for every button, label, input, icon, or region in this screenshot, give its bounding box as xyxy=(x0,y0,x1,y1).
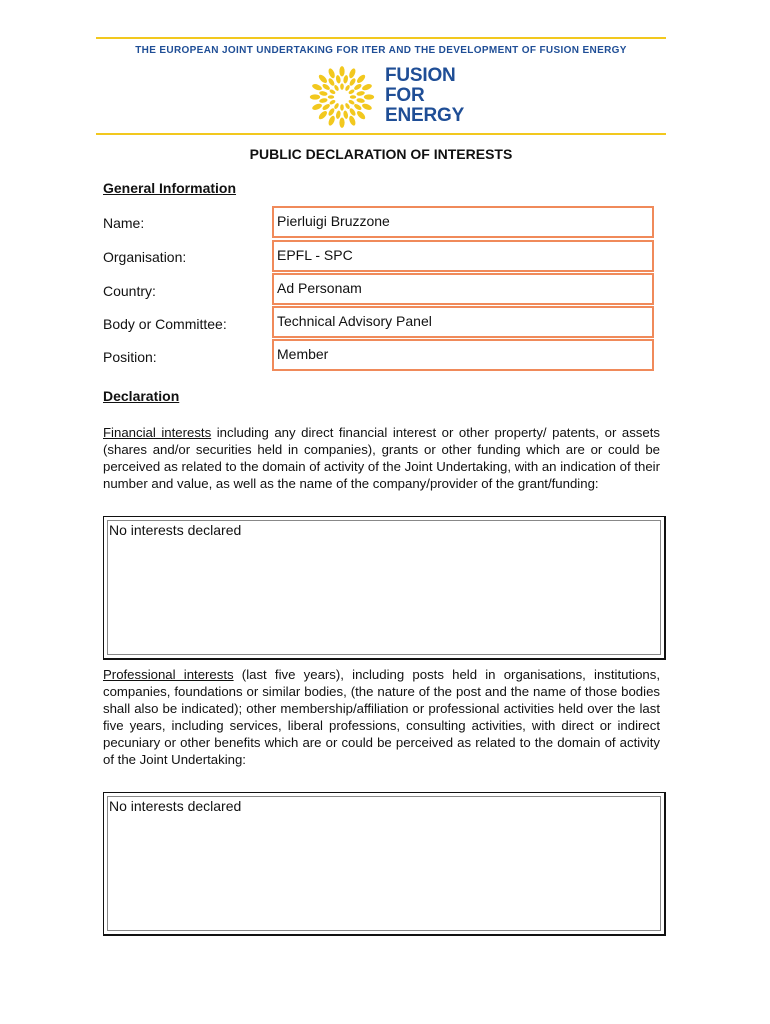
body-or-committee-label: Body or Committee: xyxy=(103,316,227,332)
logo-petal xyxy=(361,83,373,92)
organisation-label: Organisation: xyxy=(103,249,187,265)
country-field[interactable]: Ad Personam xyxy=(272,273,654,305)
logo-petal xyxy=(348,77,356,86)
logo-petal xyxy=(348,89,355,95)
logo-petal xyxy=(348,107,356,116)
logo-petal xyxy=(339,117,344,127)
logo-petal xyxy=(311,83,323,92)
professional-interests-answer: No interests declared xyxy=(109,798,242,814)
logo-petal xyxy=(361,102,373,111)
logo-wordmark xyxy=(385,66,464,126)
logo-petal xyxy=(353,83,362,91)
logo-petal xyxy=(340,104,344,110)
professional-interests-box-inner xyxy=(107,796,661,931)
logo-petal xyxy=(356,73,367,84)
professional-interests-text: (last five years), including posts held in organisations, institutions, companies, foundations or similar bodies, (the nature of the post and the name of those bodies shall also be indicated); other membership/affiliation or professional activities held over the last five years, including services, liberal professions, consulting activities, with direct or indirect pecuniary or other benefits which are or could be perceived as related to the domain of activity of the Joint Undertaking: xyxy=(103,667,660,767)
logo-line-2: FOR xyxy=(385,85,425,106)
logo-petal xyxy=(356,110,367,121)
professional-interests-lead: Professional interests xyxy=(103,667,234,682)
logo-petal xyxy=(348,99,355,105)
logo-line-3: ENERGY xyxy=(385,105,465,126)
professional-interests-paragraph xyxy=(103,667,660,768)
logo-petal xyxy=(319,91,328,97)
organisation-field[interactable]: EPFL - SPC xyxy=(272,240,654,272)
logo-petal xyxy=(335,110,341,119)
logo-petal xyxy=(327,115,336,127)
logo-petal xyxy=(317,73,328,84)
financial-interests-box-inner xyxy=(107,520,661,655)
header-top-rule xyxy=(96,37,666,39)
logo-petal xyxy=(319,98,328,104)
logo-petal xyxy=(350,95,356,99)
logo-petal xyxy=(343,75,349,84)
logo-petal xyxy=(329,99,336,105)
logo-petal xyxy=(353,103,362,111)
organisation-banner: THE EUROPEAN JOINT UNDERTAKING FOR ITER AND THE DEVELOPMENT OF FUSION ENERGY xyxy=(135,45,627,56)
fusion-sunburst-logo-icon xyxy=(303,64,381,130)
logo-petal xyxy=(310,94,320,99)
name-field[interactable]: Pierluigi Bruzzone xyxy=(272,206,654,238)
logo-petal xyxy=(356,91,365,97)
declaration-heading: Declaration xyxy=(103,388,180,404)
position-label: Position: xyxy=(103,349,157,365)
page-title: PUBLIC DECLARATION OF INTERESTS xyxy=(249,146,513,162)
header-bottom-rule xyxy=(96,133,666,135)
logo-petal xyxy=(364,94,374,99)
logo-petal xyxy=(321,103,330,111)
logo-petal xyxy=(348,68,357,80)
logo-petal xyxy=(335,75,341,84)
logo-petal xyxy=(328,95,334,99)
country-label: Country: xyxy=(103,283,156,299)
logo-petal xyxy=(311,102,323,111)
position-field[interactable]: Member xyxy=(272,339,654,371)
financial-interests-answer: No interests declared xyxy=(109,522,242,538)
financial-interests-box[interactable] xyxy=(103,516,666,660)
logo-petal xyxy=(356,98,365,104)
financial-interests-text: including any direct financial interest or other property/ patents, or assets (shares and/or securities held in companies), grants or other funding which are or could be perceived as related to the domain of activity of the Joint Undertaking, with an indication of their number and value, as well as the name of the company/provider of the grant/funding: xyxy=(103,425,660,491)
logo-petal xyxy=(317,110,328,121)
logo-petal xyxy=(333,84,339,91)
logo-petal xyxy=(343,110,349,119)
financial-interests-paragraph xyxy=(103,425,660,493)
logo-petal xyxy=(327,107,335,116)
logo-petal xyxy=(321,83,330,91)
logo-petal xyxy=(327,77,335,86)
general-information-heading: General Information xyxy=(103,180,237,196)
logo-petal xyxy=(339,66,344,76)
logo-line-1: FUSION xyxy=(385,65,456,86)
professional-interests-box[interactable] xyxy=(103,792,666,936)
logo-petal xyxy=(327,68,336,80)
logo-petal xyxy=(333,102,339,109)
financial-interests-lead: Financial interests xyxy=(103,425,212,440)
logo-petal xyxy=(348,115,357,127)
logo-petal xyxy=(329,89,336,95)
body-or-committee-field[interactable]: Technical Advisory Panel xyxy=(272,306,654,338)
logo-petal xyxy=(340,83,344,89)
logo-petal xyxy=(344,84,350,91)
logo-petal xyxy=(344,102,350,109)
name-label: Name: xyxy=(103,215,145,231)
